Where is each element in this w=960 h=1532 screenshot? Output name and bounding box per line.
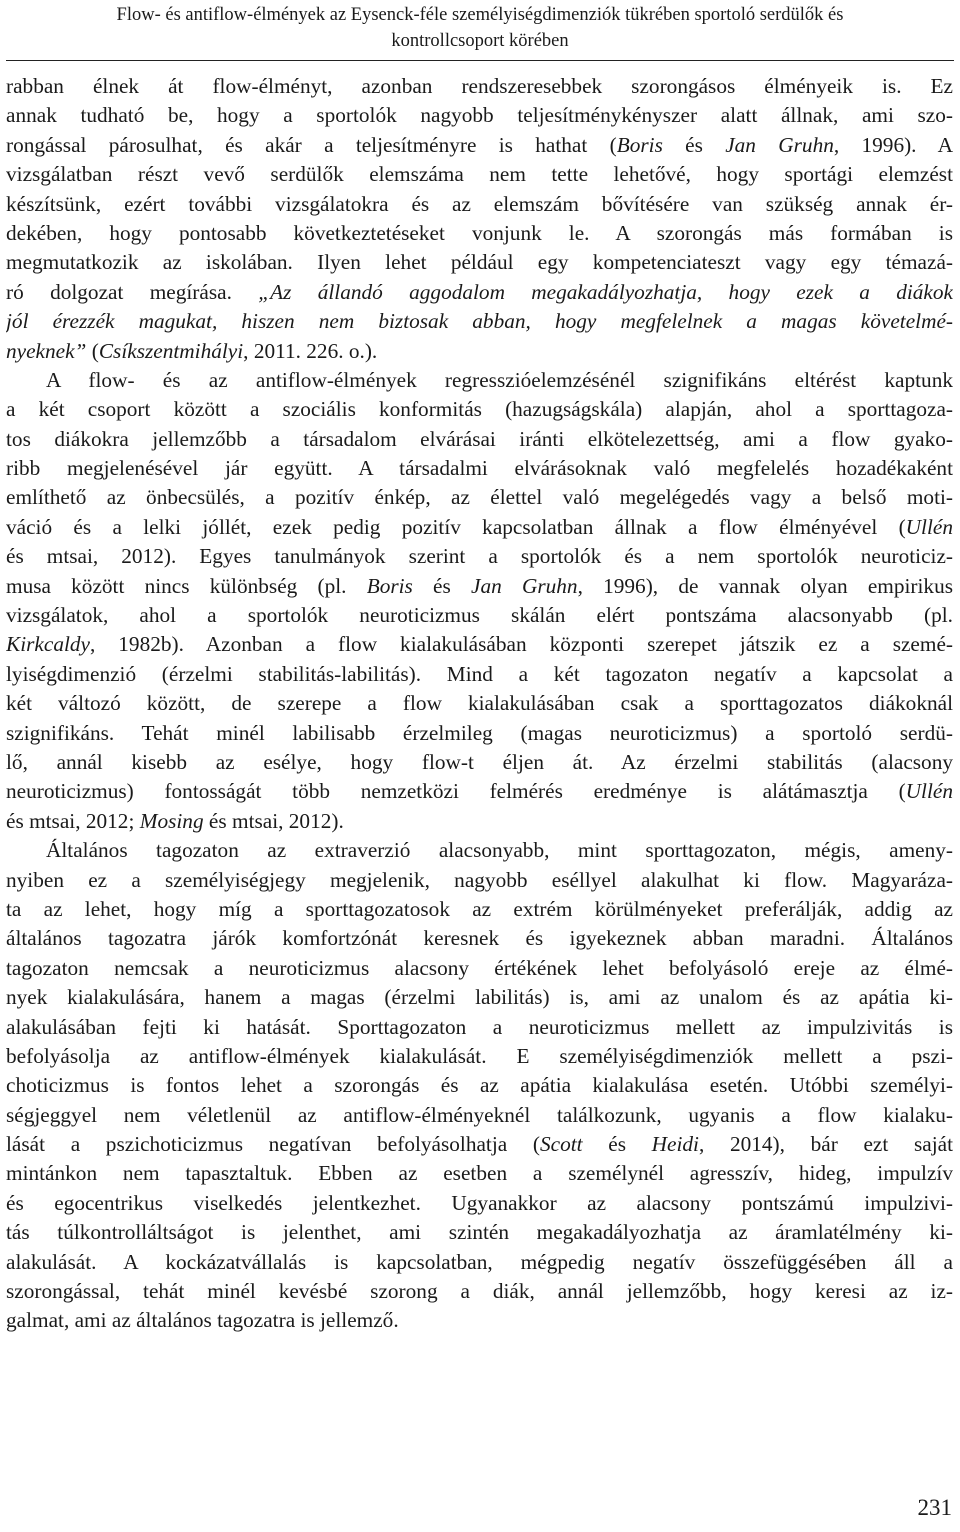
text-line: alakulását. A kockázatvállalás is kapcsolatban, mégpedig negatív összefüggésében áll a bbox=[6, 1249, 953, 1274]
text-line: említhető az önbecsülés, a pozitív énkép, az élettel való megelégedés vagy a belső moti- bbox=[6, 485, 953, 510]
text-line: és mtsai, 2012). Egyes tanulmányok szerint a sportolók és a nem sportolók neuroticiz- bbox=[6, 544, 953, 569]
text-line: mintánkon nem tapasztaltuk. Ebben az esetben a személynél agresszív, hideg, impulzív bbox=[6, 1161, 953, 1186]
text-line: és egocentrikus viselkedés jelentkezhet. Ugyanakkor az alacsony pontszámú impulzivi- bbox=[6, 1190, 953, 1215]
text-line: két változó között, de szerepe a flow kialakulásában csak a sporttagozatos diákoknál bbox=[6, 691, 953, 716]
text-line: lyiségdimenzió (érzelmi stabilitás-labilitás). Mind a két tagozaton negatív a kapcsolat a bbox=[6, 661, 953, 686]
text-line: Kirkcaldy, 1982b). Azonban a flow kialakulásában központi szerepet játszik ez a szemé- bbox=[6, 632, 953, 657]
text-line: lását a pszichoticizmus negatívan befolyásolhatja (Scott és Heidi, 2014), bár ezt saját bbox=[6, 1132, 953, 1157]
text-line: alakulásában fejti ki hatását. Sporttagozaton a neuroticizmus mellett az impulzivitás is bbox=[6, 1014, 953, 1039]
text-line: ta az lehet, hogy míg a sporttagozatosok az extrém körülményeket preferálják, addig az bbox=[6, 896, 953, 921]
text-line: nyiben ez a személyiségjegy megjelenik, nagyobb eséllyel alakulhat ki flow. Magyaráza- bbox=[6, 867, 953, 892]
text-line: lő, annál kisebb az esélye, hogy flow-t éljen át. Az érzelmi stabilitás (alacsony bbox=[6, 749, 953, 774]
running-head-line-1: Flow- és antiflow-élmények az Eysenck-féle személyiségdimenziók tükrében sportoló serdülők és bbox=[116, 5, 844, 25]
text-line: megmutatkozik az iskolában. Ilyen lehet például egy kompetenciateszt vagy egy témazá- bbox=[6, 250, 953, 275]
body-text bbox=[6, 72, 953, 1336]
text-line: általános tagozatra járók komfortzónát keresnek és igyekeznek abban maradni. Általános bbox=[6, 926, 953, 951]
text-line: tos diákokra jellemzőbb a társadalom elvárásai iránti elkötelezettség, ami a flow gyako- bbox=[6, 426, 953, 451]
text-line: váció és a lelki jóllét, ezek pedig pozitív kapcsolatban állnak a flow élményével (Ullén bbox=[6, 514, 953, 539]
header-rule bbox=[6, 60, 954, 61]
text-line: choticizmus is fontos lehet a szorongás és az apátia kialakulása esetén. Utóbbi személyi- bbox=[6, 1073, 953, 1098]
text-line: készítsünk, ezért további vizsgálatokra és az elemszám bővítésére van szükség annak ér- bbox=[6, 191, 953, 216]
text-line: befolyásolja az antiflow-élmények kialakulását. E személyiségdimenziók mellett a pszi- bbox=[6, 1043, 953, 1068]
text-line: rabban élnek át flow-élményt, azonban rendszeresebbek szorongásos élményeik is. Ez bbox=[6, 74, 953, 98]
text-line: a két csoport között a szociális konformitás (hazugságskála) alapján, ahol a sporttagoza- bbox=[6, 397, 953, 422]
text-line: nyeknek” (Csíkszentmihályi, 2011. 226. o.). bbox=[6, 338, 378, 363]
text-line: vizsgálatok, ahol a sportolók neuroticizmus skálán elért pontszáma alacsonyabb (pl. bbox=[6, 603, 953, 628]
text-line: ségjeggyel nem véletlenül az antiflow-élményeknél találkozunk, ugyanis a flow kialaku- bbox=[6, 1102, 953, 1127]
text-line: nyek kialakulására, hanem a magas (érzelmi labilitás) is, ami az unalom és az apátia ki- bbox=[6, 985, 953, 1010]
text-line: vizsgálatban részt vevő serdülők elemszáma nem tette lehetővé, hogy sportági elemzést bbox=[6, 162, 953, 187]
text-line: tagozaton nemcsak a neuroticizmus alacsony értékének lehet befolyásoló ereje az élmé- bbox=[6, 955, 953, 980]
text-line: ró dolgozat megírása. „Az állandó aggodalom megakadályozhatja, hogy ezek a diákok bbox=[6, 279, 953, 304]
text-line: jól érezzék magukat, hiszen nem biztosak abban, hogy megfelelnek a magas követelmé- bbox=[6, 309, 953, 334]
text-line: neuroticizmus) fontosságát több nemzetközi felmérés eredménye is alátámasztja (Ullén bbox=[6, 779, 953, 804]
text-line: dekében, hogy pontosabb következtetéseket vonjunk le. A szorongás más formában is bbox=[6, 220, 953, 245]
text-line: annak tudható be, hogy a sportolók nagyobb teljesítménykényszer alatt állnak, ami szo- bbox=[6, 103, 953, 128]
text-line: és mtsai, 2012; Mosing és mtsai, 2012). bbox=[6, 808, 344, 833]
text-line: Általános tagozaton az extraverzió alacsonyabb, mint sporttagozaton, mégis, ameny- bbox=[46, 838, 953, 863]
text-line: tás túlkontrolláltságot is jelenthet, ami szintén megakadályozhatja az áramlatélmény ki- bbox=[6, 1220, 953, 1245]
text-line: musa között nincs különbség (pl. Boris és Jan Gruhn, 1996), de vannak olyan empirikus bbox=[6, 573, 953, 598]
text-line: szorongással, tehát minél kevésbé szorong a diák, annál jellemzőbb, hogy keresi az iz- bbox=[6, 1279, 953, 1304]
text-line: galmat, ami az általános tagozatra is jellemző. bbox=[6, 1308, 399, 1333]
text-line: szignifikáns. Tehát minél labilisabb érzelmileg (magas neuroticizmus) a sportoló serdü- bbox=[6, 720, 953, 745]
running-head-line-2: kontrollcsoport körében bbox=[391, 31, 569, 51]
page-number: 231 bbox=[917, 1495, 952, 1520]
text-line: ribb megjelenésével jár együtt. A társadalmi elvárásoknak való megfelelés hozadékaként bbox=[6, 456, 953, 481]
text-line: A flow- és az antiflow-élmények regresszióelemzésénél szignifikáns eltérést kaptunk bbox=[46, 367, 953, 392]
text-line: rongással párosulhat, és akár a teljesítményre is hathat (Boris és Jan Gruhn, 1996). A bbox=[6, 132, 953, 157]
running-head bbox=[60, 2, 900, 54]
